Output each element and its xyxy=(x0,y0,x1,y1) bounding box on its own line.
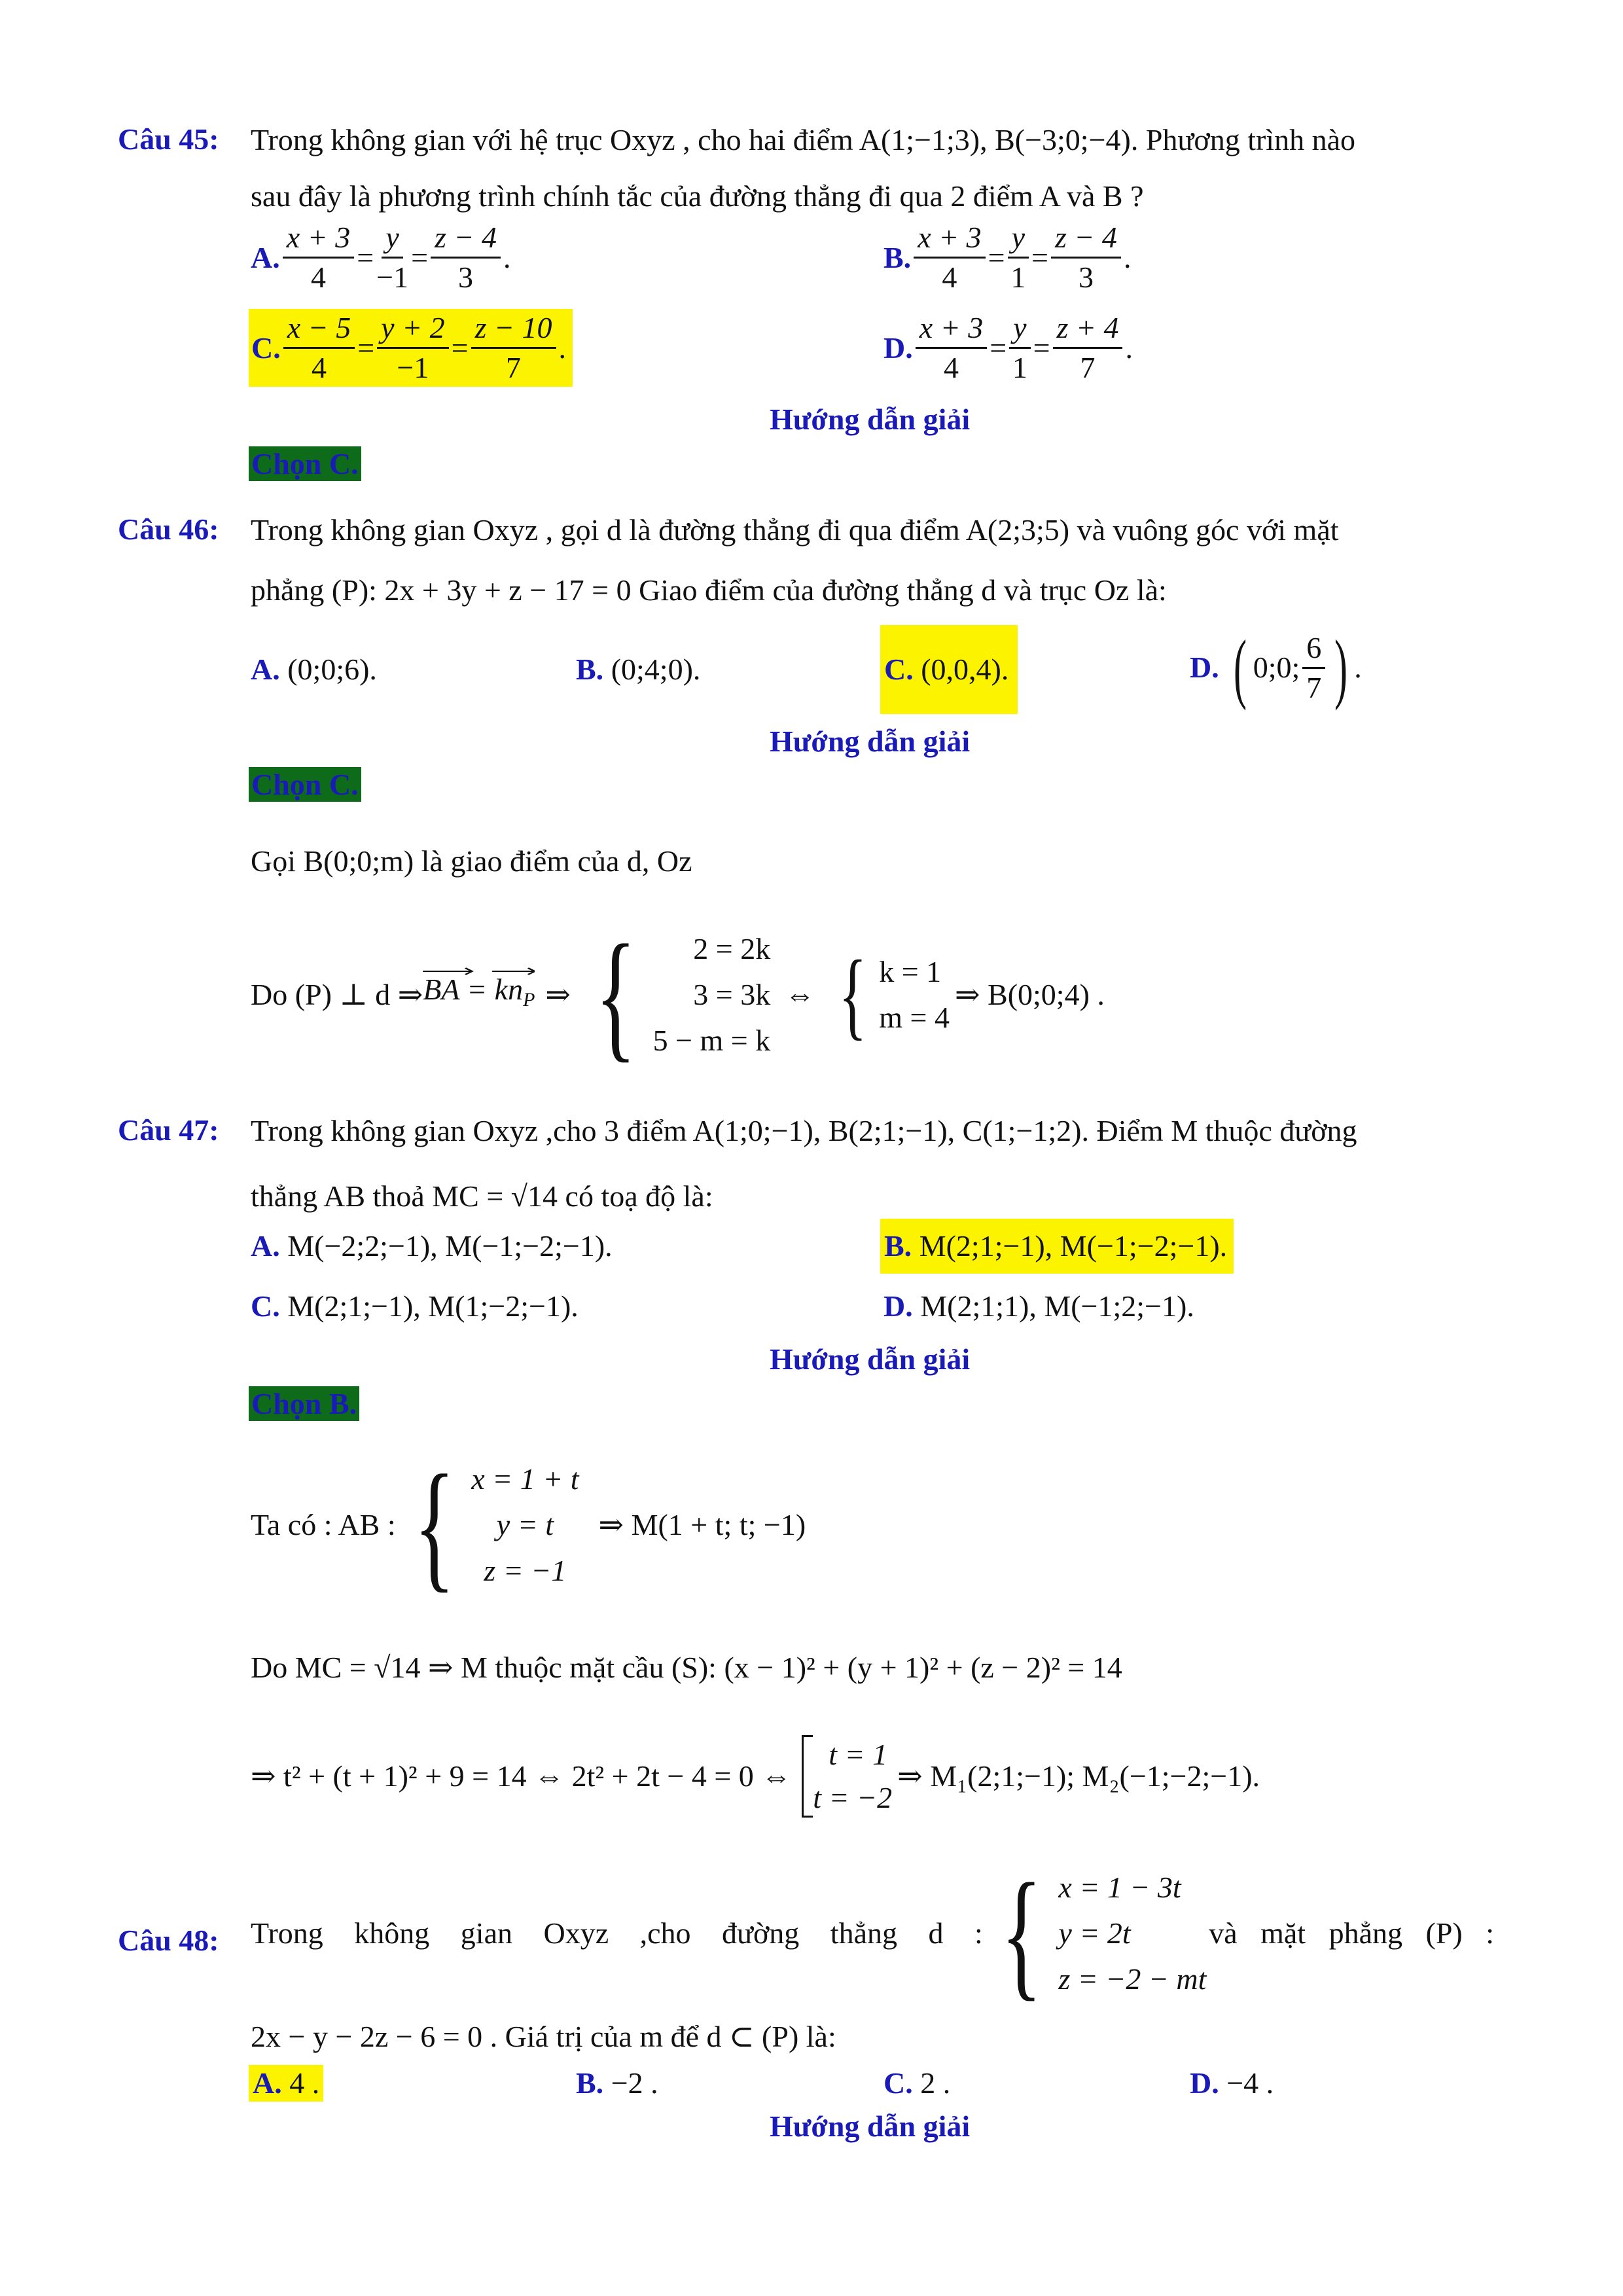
case-list: t = 1 t = −2 xyxy=(813,1738,893,1814)
fraction: $\frac{y + 2}{-1}$ xyxy=(377,312,448,384)
answer-badge: Chọn C. xyxy=(249,767,361,802)
fraction: $\frac{z - 4}{3}$ xyxy=(431,221,501,294)
solution-text: ⇒ M₁(2;1;−1); M₂(−1;−2;−1). xyxy=(897,1759,1260,1793)
equation-system: { 2 = 2k 3 = 3k 5 − m = k xyxy=(595,915,771,1075)
option-key: D. xyxy=(1190,651,1219,684)
option-key: D. xyxy=(883,1289,913,1323)
option-key: A. xyxy=(251,653,280,686)
fraction: $\frac{x + 3}{4}$ xyxy=(916,312,987,384)
equation-system: { x = 1 − 3t y = 2t z = −2 − mt xyxy=(1000,1854,1207,2013)
case-bracket xyxy=(802,1735,813,1818)
option-value: M(2;1;1), M(−1;2;−1). xyxy=(920,1289,1194,1323)
option-key: B. xyxy=(883,240,912,274)
fraction: $\frac{y}{-1}$ xyxy=(376,221,409,294)
option-key: C. xyxy=(883,2066,913,2100)
question-text: phẳng (P): 2x + 3y + z − 17 = 0 Giao điểm của đường thẳng d và trục Oz là: xyxy=(251,573,1167,607)
option-c[interactable] xyxy=(883,2065,950,2102)
solution-text: Ta có : AB : xyxy=(251,1508,396,1541)
equation-system: { k = 1 m = 4 xyxy=(838,941,950,1049)
solution-line: Gọi B(0;0;m) là giao điểm của d, Oz xyxy=(251,844,692,878)
fraction: $\frac{z - 10}{7}$ xyxy=(471,312,556,384)
option-value: (0;0;6). xyxy=(287,653,377,686)
option-key: B. xyxy=(884,1229,912,1263)
option-d[interactable] xyxy=(883,1288,1194,1325)
equation-system: { x = 1 + t y = t z = −1 xyxy=(413,1445,579,1605)
option-a[interactable] xyxy=(251,651,377,688)
option-key: D. xyxy=(883,331,913,365)
option-d[interactable]: D. ( 0;0; $\frac{6}{7}$ ) . xyxy=(1190,624,1362,711)
option-value: (0;4;0). xyxy=(611,653,701,686)
option-key: C. xyxy=(251,1289,280,1323)
option-c[interactable] xyxy=(251,1288,579,1325)
question-text-part: và mặt phẳng (P) : xyxy=(1209,1916,1494,1950)
option-value: M(2;1;−1), M(1;−2;−1). xyxy=(287,1289,579,1323)
solution-line xyxy=(251,1445,806,1605)
option-key: B. xyxy=(576,653,604,686)
guide-heading: Hướng dẫn giải xyxy=(770,2109,971,2143)
option-key: B. xyxy=(576,2066,604,2100)
option-key: A. xyxy=(251,1229,280,1263)
solution-line: Do (P) ⊥ d ⇒ BA = $kn_P$ ⇒ { 2 = 2k 3 = 3k 5 − m = k ⇔ { k = 1 m = 4 ⇒ B(0;0;4) . xyxy=(251,915,1105,1075)
answer-badge: Chọn C. xyxy=(249,446,361,481)
vector-expression: BA = $kn_P$ xyxy=(423,971,535,1018)
option-key: C. xyxy=(884,653,914,686)
option-value: −4 . xyxy=(1226,2066,1274,2100)
question-text xyxy=(251,1854,1494,2013)
option-b[interactable] xyxy=(880,1219,1234,1274)
option-d[interactable]: D. $\frac{x + 3}{4}$ = $\frac{y}{1}$ = $\frac{z + 4}{7}$ . xyxy=(883,311,1133,384)
solution-line: Do MC = √14 ⇒ M thuộc mặt cầu (S): (x − 1)² + (y + 1)² + (z − 2)² = 14 xyxy=(251,1651,1122,1684)
solution-text: ⇒ t² + (t + 1)² + 9 = 14 ⇔ 2t² + 2t − 4 = 0 ⇔ xyxy=(251,1759,792,1793)
option-value: 0;0; xyxy=(1253,651,1300,684)
fraction: $\frac{z + 4}{7}$ xyxy=(1053,312,1123,384)
question-text: 2x − y − 2z − 6 = 0 . Giá trị của m để d ⊂ (P) là: xyxy=(251,2020,836,2053)
guide-heading: Hướng dẫn giải xyxy=(770,1342,971,1376)
option-c[interactable] xyxy=(880,625,1018,714)
question-text: Trong không gian với hệ trục Oxyz , cho hai điểm A(1;−1;3), B(−3;0;−4). Phương trình nào xyxy=(251,123,1355,156)
fraction: $\frac{y}{1}$ xyxy=(1009,312,1030,384)
option-value: M(−2;2;−1), M(−1;−2;−1). xyxy=(287,1229,613,1263)
answer-badge: Chọn B. xyxy=(249,1386,359,1421)
vector-arrow-icon xyxy=(423,966,535,977)
option-key: A. xyxy=(251,240,280,274)
fraction: $\frac{y}{1}$ xyxy=(1008,221,1029,294)
option-b[interactable] xyxy=(576,651,700,688)
solution-line xyxy=(251,1733,1260,1820)
fraction: $\frac{x + 3}{4}$ xyxy=(283,221,354,294)
solution-text: Do (P) ⊥ d ⇒ xyxy=(251,978,423,1011)
guide-heading: Hướng dẫn giải xyxy=(770,403,971,436)
option-b[interactable]: B. $\frac{x + 3}{4}$ = $\frac{y}{1}$ = $\frac{z - 4}{3}$ . xyxy=(883,221,1132,294)
option-value: 4 . xyxy=(289,2066,320,2100)
option-a[interactable] xyxy=(249,2065,323,2102)
fraction: $\frac{z - 4}{3}$ xyxy=(1051,221,1121,294)
fraction: $\frac{x - 5}{4}$ xyxy=(283,312,355,384)
fraction: $\frac{x + 3}{4}$ xyxy=(914,221,985,294)
solution-text: ⇒ B(0;0;4) . xyxy=(954,978,1105,1011)
question-label: Câu 47: xyxy=(118,1113,219,1147)
option-value: (0,0,4). xyxy=(921,653,1009,686)
question-label: Câu 46: xyxy=(118,512,219,546)
option-value: −2 . xyxy=(611,2066,658,2100)
option-value: 2 . xyxy=(920,2066,951,2100)
question-text: sau đây là phương trình chính tắc của đường thẳng đi qua 2 điểm A và B ? xyxy=(251,179,1144,213)
question-text-part: Trong không gian Oxyz ,cho đường thẳng d : xyxy=(251,1916,983,1950)
question-label: Câu 45: xyxy=(118,122,219,156)
option-a[interactable]: A. $\frac{x + 3}{4}$ = $\frac{y}{-1}$ = $\frac{z - 4}{3}$ . xyxy=(251,221,511,294)
option-value: M(2;1;−1), M(−1;−2;−1). xyxy=(919,1229,1228,1263)
option-key: D. xyxy=(1190,2066,1219,2100)
question-text: thẳng AB thoả MC = √14 có toạ độ là: xyxy=(251,1179,713,1213)
option-b[interactable] xyxy=(576,2065,658,2102)
option-c[interactable]: C. $\frac{x - 5}{4}$ = $\frac{y + 2}{-1}$ = $\frac{z - 10}{7}$ . xyxy=(249,309,573,387)
solution-text: ⇒ M(1 + t; t; −1) xyxy=(598,1508,806,1541)
guide-heading: Hướng dẫn giải xyxy=(770,725,971,758)
option-d[interactable] xyxy=(1190,2065,1274,2102)
question-label: Câu 48: xyxy=(118,1924,219,1957)
option-key: A. xyxy=(253,2066,282,2100)
question-text: Trong không gian Oxyz , gọi d là đường thẳng đi qua điểm A(2;3;5) và vuông góc với mặt xyxy=(251,513,1339,547)
question-text: Trong không gian Oxyz ,cho 3 điểm A(1;0;−1), B(2;1;−1), C(1;−1;2). Điểm M thuộc đường xyxy=(251,1114,1357,1147)
fraction: $\frac{6}{7}$ xyxy=(1302,632,1325,704)
option-a[interactable] xyxy=(251,1228,613,1265)
option-key: C. xyxy=(251,331,281,365)
